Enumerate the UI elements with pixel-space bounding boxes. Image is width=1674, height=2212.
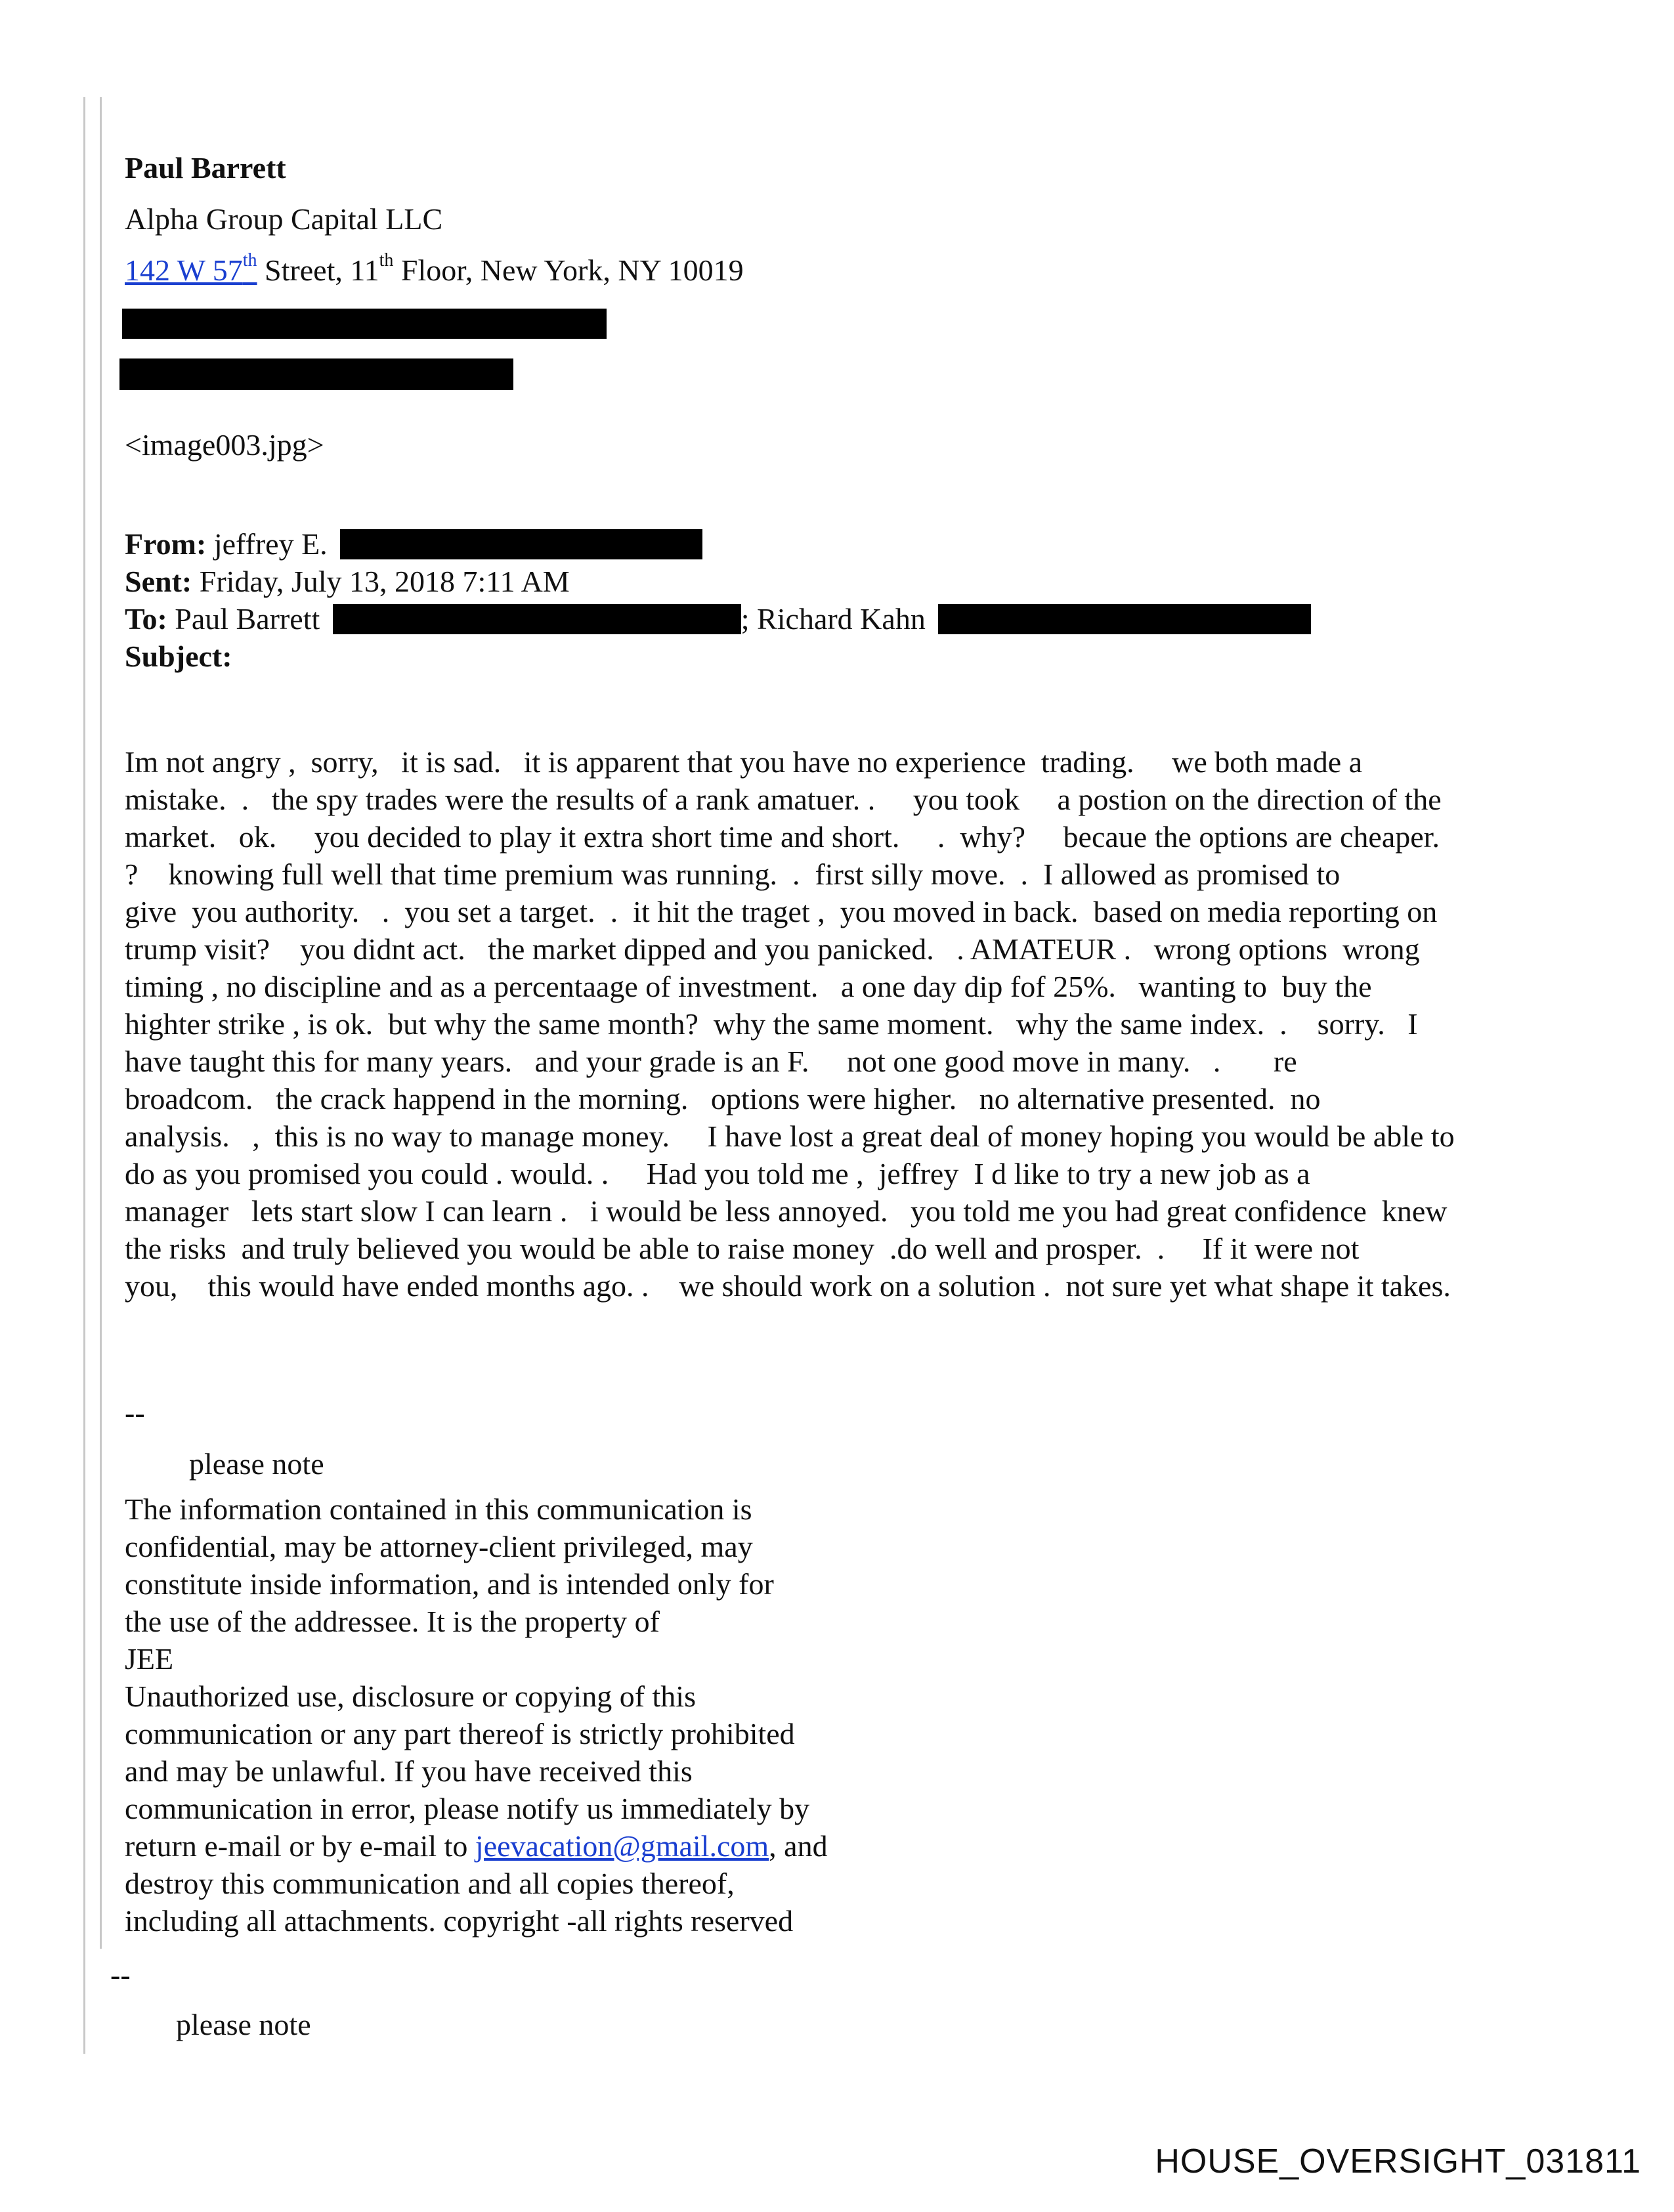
- signature-separator: --: [125, 1396, 145, 1429]
- address-link-text: 142 W 57: [125, 253, 243, 287]
- body-line: have taught this for many years. and your grade is an F. not one good move in many. . re: [125, 1045, 1297, 1078]
- sender-company: Alpha Group Capital LLC: [125, 202, 443, 236]
- outer-signature-separator: --: [110, 1958, 131, 1991]
- redaction-phone: [122, 309, 607, 339]
- confidentiality-disclaimer: [125, 1490, 828, 1940]
- email-header: [125, 525, 1311, 675]
- inner-quote-bar: [100, 97, 102, 1949]
- disclaimer-line: confidential, may be attorney-client privileged, may: [125, 1530, 753, 1563]
- disclaimer-line: and may be unlawful. If you have received this: [125, 1754, 693, 1788]
- sender-name: Paul Barrett: [125, 151, 286, 184]
- subject-label: Subject:: [125, 640, 232, 673]
- address-mid: Street, 11: [257, 253, 379, 287]
- to-recipient-2: ; Richard Kahn: [740, 602, 926, 636]
- disclaimer-line: constitute inside information, and is intended only for: [125, 1567, 774, 1601]
- disclaimer-email-line: [125, 1827, 828, 1865]
- disclaimer-line: communication in error, please notify us immediately by: [125, 1792, 810, 1825]
- body-line: market. ok. you decided to play it extra short time and short. . why? becaue the options are cheaper.: [125, 820, 1440, 854]
- redaction-to-email-1: [333, 604, 741, 634]
- outer-please-note: please note: [176, 2008, 311, 2041]
- body-line: give you authority. . you set a target. . it hit the traget , you moved in back. based on media reporting on: [125, 895, 1438, 928]
- body-line: highter strike , is ok. but why the same month? why the same moment. why the same index. . sorry. I: [125, 1007, 1418, 1041]
- body-line: do as you promised you could . would. . Had you told me , jeffrey I d like to try a new job as a: [125, 1157, 1310, 1190]
- email-link[interactable]: jeevacation@gmail.com: [475, 1829, 769, 1863]
- address-end: Floor, New York, NY 10019: [393, 253, 744, 287]
- header-from-row: [125, 525, 1311, 563]
- message-body: [125, 743, 1582, 1305]
- sent-label: Sent:: [125, 565, 192, 598]
- disclaimer-line: The information contained in this communication is: [125, 1492, 752, 1526]
- body-line: Im not angry , sorry, it is sad. it is apparent that you have no experience trading. we both made a: [125, 745, 1363, 779]
- body-line: mistake. . the spy trades were the results of a rank amatuer. . you took a postion on the direction of the: [125, 783, 1442, 816]
- from-value: jeffrey E.: [213, 527, 328, 561]
- address-sup-2: th: [379, 249, 394, 271]
- disclaimer-line: Unauthorized use, disclosure or copying of this: [125, 1680, 696, 1713]
- body-line: timing , no discipline and as a percentaage of investment. a one day dip fof 25%. wanting to buy the: [125, 970, 1372, 1003]
- redaction-email: [119, 358, 513, 390]
- header-subject-row: [125, 638, 1311, 675]
- redaction-from-email: [340, 529, 702, 559]
- to-label: To:: [125, 602, 167, 636]
- header-to-row: [125, 600, 1311, 638]
- disclaimer-line: the use of the addressee. It is the property of: [125, 1605, 660, 1638]
- body-line: manager lets start slow I can learn . i would be less annoyed. you told me you had great confidence knew: [125, 1194, 1448, 1228]
- body-line: trump visit? you didnt act. the market dipped and you panicked. . AMATEUR . wrong options wrong: [125, 932, 1420, 966]
- body-line: analysis. , this is no way to manage money. I have lost a great deal of money hoping you would be able to: [125, 1119, 1455, 1153]
- address-sup-1: th: [242, 249, 257, 271]
- disclaimer-line: including all attachments. copyright -all rights reserved: [125, 1904, 794, 1938]
- disclaimer-line: JEE: [125, 1642, 174, 1676]
- body-line: broadcom. the crack happend in the morning. options were higher. no alternative presented. no: [125, 1082, 1321, 1116]
- body-line: ? knowing full well that time premium was running. . first silly move. . I allowed as promised to: [125, 857, 1341, 891]
- email-suffix: , and: [769, 1829, 828, 1863]
- redaction-to-email-2: [938, 604, 1311, 634]
- address-link[interactable]: [125, 249, 257, 287]
- sender-address: [125, 249, 744, 289]
- to-recipient-1: Paul Barrett: [175, 602, 320, 636]
- please-note: please note: [189, 1447, 324, 1481]
- bates-number: HOUSE_OVERSIGHT_031811: [1155, 2142, 1641, 2180]
- body-line: you, this would have ended months ago. . we should work on a solution . not sure yet what shape it takes.: [125, 1269, 1451, 1303]
- email-prefix: return e-mail or by e-mail to: [125, 1829, 475, 1863]
- disclaimer-line: communication or any part thereof is strictly prohibited: [125, 1717, 795, 1750]
- sent-value: Friday, July 13, 2018 7:11 AM: [199, 565, 570, 598]
- body-line: the risks and truly believed you would be able to raise money .do well and prosper. . If it were not: [125, 1232, 1360, 1265]
- disclaimer-line: destroy this communication and all copies thereof,: [125, 1867, 735, 1900]
- from-label: From:: [125, 527, 207, 561]
- outer-quote-bar: [83, 97, 85, 2054]
- header-sent-row: [125, 563, 1311, 600]
- attachment-name: <image003.jpg>: [125, 428, 324, 462]
